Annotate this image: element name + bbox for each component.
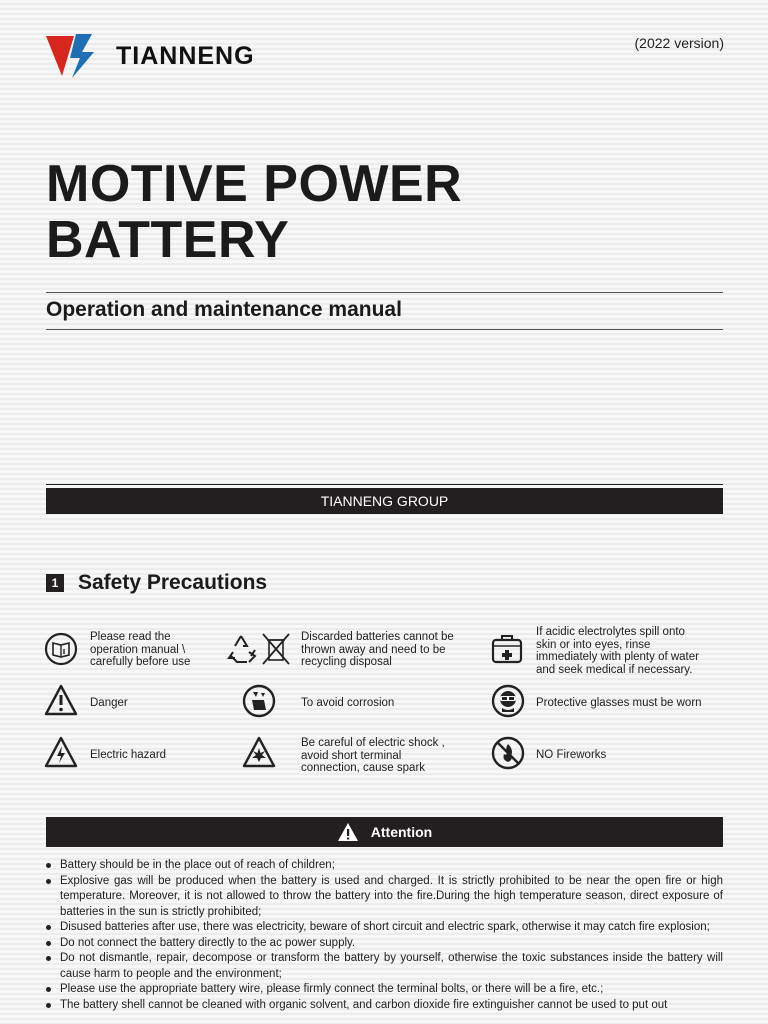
document-title — [46, 156, 462, 268]
safety-text: Please read the operation manual \ carefully before use — [90, 631, 191, 668]
list-item: Do not connect the battery directly to the ac power supply. — [46, 936, 723, 952]
group-banner — [46, 488, 723, 514]
danger-icon — [44, 684, 78, 716]
safety-text: NO Fireworks — [536, 749, 607, 761]
divider — [46, 292, 723, 293]
manual-icon — [44, 632, 78, 666]
goggles-icon — [491, 684, 525, 718]
corrosion-icon — [242, 684, 276, 718]
document-subtitle: Operation and maintenance manual — [46, 298, 402, 321]
list-item: Battery should be in the place out of reach of children; — [46, 858, 723, 874]
divider — [46, 484, 723, 485]
section-title: Safety Precautions — [78, 571, 268, 594]
attention-banner — [46, 817, 723, 847]
safety-text: Be careful of electric shock , avoid short terminal connection, cause spark — [301, 737, 445, 774]
version-label: (2022 version) — [634, 35, 724, 51]
list-item: The battery shell cannot be cleaned with organic solvent, and carbon dioxide fire extinguisher cannot be used to put out — [46, 998, 723, 1014]
list-item: Disused batteries after use, there was electricity, beware of short circuit and electric spark, otherwise it may catch fire explosion; — [46, 920, 723, 936]
brand-name: TIANNENG — [116, 41, 255, 70]
brand-logo — [46, 32, 286, 80]
tianneng-logo-icon — [46, 34, 104, 78]
safety-text: If acidic electrolytes spill onto skin or into eyes, rinse immediately with plenty of water and seek medical if necessary. — [536, 626, 699, 676]
attention-list — [46, 858, 723, 1013]
safety-text: Discarded batteries cannot be thrown away and need to be recycling disposal — [301, 631, 454, 668]
safety-text: Electric hazard — [90, 749, 167, 761]
list-item: Do not dismantle, repair, decompose or transform the battery by yourself, otherwise the toxic substances inside the battery will cause harm to people and the environment; — [46, 951, 723, 982]
safety-text: Danger — [90, 697, 128, 709]
section-heading — [46, 571, 267, 595]
recycle-icon — [227, 632, 293, 666]
safety-text: To avoid corrosion — [301, 697, 395, 709]
list-item: Explosive gas will be produced when the battery is used and charged. It is strictly prohibited to be near the open fire or high temperature. Moreover, it is not allowed to throw the battery into the fire.During the high temperature season, direct exposure of batteries in the sun is strictly prohibited; — [46, 874, 723, 921]
explosion-icon — [242, 736, 276, 768]
divider — [46, 329, 723, 330]
safety-text: Protective glasses must be worn — [536, 697, 702, 709]
list-item: Please use the appropriate battery wire, please firmly connect the terminal bolts, or there will be a fire, etc.; — [46, 982, 723, 998]
no-fire-icon — [491, 736, 525, 770]
group-name: TIANNENG GROUP — [320, 493, 449, 509]
electric-hazard-icon — [44, 736, 78, 768]
title-line-2: BATTERY — [46, 211, 290, 269]
warning-icon — [337, 822, 359, 842]
title-line-1: MOTIVE POWER — [46, 155, 463, 213]
attention-title: Attention — [370, 824, 433, 840]
first-aid-icon — [491, 632, 523, 664]
section-number: 1 — [46, 574, 64, 592]
